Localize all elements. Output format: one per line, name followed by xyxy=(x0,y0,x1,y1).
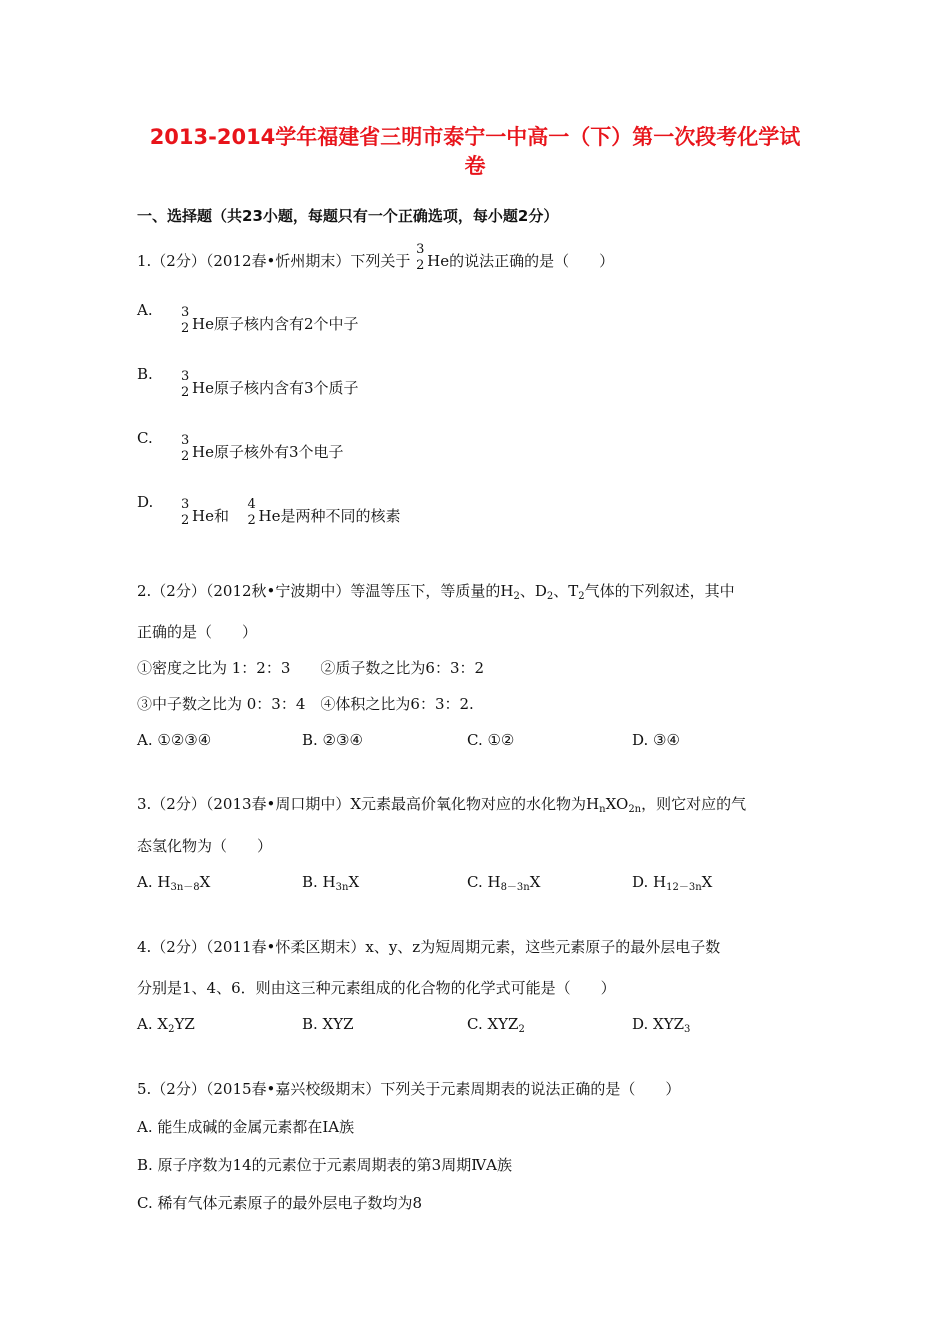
q2-option-c: C. ①② xyxy=(467,731,515,749)
page-title xyxy=(120,123,830,181)
q1-option-a-letter: A. xyxy=(137,301,153,319)
q3-option-a: A. $H_{3n-8}X$ xyxy=(137,873,211,893)
q2-option-d: D. ③④ xyxy=(632,731,680,749)
q2-statement-2: ③中子数之比为 0：3：4 ④体积之比为6：3：2. xyxy=(137,695,474,713)
nuclide-notation: 3 2 xyxy=(416,242,425,273)
question-2-stem: 2.（2分）（2012秋•宁波期中）等温等压下，等质量的$H_2$、$D_2$、$T_2$气体的下列叙述，其中 xyxy=(137,582,735,602)
q2-option-a: A. ①②③④ xyxy=(137,731,212,749)
question-5-stem: 5.（2分）（2015春•嘉兴校级期末）下列关于元素周期表的说法正确的是（ ） xyxy=(137,1080,681,1098)
nuclide-notation: 3 2 xyxy=(181,497,190,528)
question-3-stem: 3.（2分）（2013春•周口期中）X元素最高价氧化物对应的水化物为$H_nXO_{2n}$，则它对应的气 xyxy=(137,795,747,815)
q2-statement-1: ①密度之比为 1：2：3 ②质子数之比为6：3：2 xyxy=(137,659,485,677)
q3-option-b: B. $H_{3n}X$ xyxy=(302,873,360,893)
q5-option-c: C. 稀有气体元素原子的最外层电子数均为8 xyxy=(137,1194,423,1212)
q3-option-d: D. $H_{12-3n}X$ xyxy=(632,873,713,893)
q4-option-b: B. XYZ xyxy=(302,1015,354,1033)
question-2-stem-line-2: 正确的是（ ） xyxy=(137,623,258,641)
section-heading: 一、选择题（共23小题，每题只有一个正确选项，每小题2分） xyxy=(137,207,559,225)
title-line-2: 卷 xyxy=(464,154,486,178)
q4-option-d: D. $XYZ_3$ xyxy=(632,1015,691,1035)
q3-option-c: C. $H_{8-3n}X$ xyxy=(467,873,541,893)
q1-option-c: 3 2 He原子核外有3个电子 xyxy=(181,433,344,464)
q1-option-b: 3 2 He原子核内含有3个质子 xyxy=(181,369,359,400)
q5-option-a: A. 能生成碱的金属元素都在ⅠA族 xyxy=(137,1118,355,1136)
q1-option-c-letter: C. xyxy=(137,429,153,447)
question-3-stem-line-2: 态氢化物为（ ） xyxy=(137,837,273,855)
q1-option-b-letter: B. xyxy=(137,365,153,383)
q1-option-d: 3 2 He和 4 2 He是两种不同的核素 xyxy=(181,497,401,528)
q4-option-a: A. $X_2YZ$ xyxy=(137,1015,195,1035)
question-4-stem-line-2: 分别是1、4、6．则由这三种元素组成的化合物的化学式可能是（ ） xyxy=(137,979,616,997)
q4-option-c: C. $XYZ_2$ xyxy=(467,1015,525,1035)
nuclide-notation: 3 2 xyxy=(181,369,190,400)
nuclide-notation: 4 2 xyxy=(247,497,256,528)
q2-option-b: B. ②③④ xyxy=(302,731,363,749)
q5-option-b: B. 原子序数为14的元素位于元素周期表的第3周期ⅣA族 xyxy=(137,1156,513,1174)
question-1-stem: 1.（2分）（2012春•忻州期末）下列关于 3 2 He的说法正确的是（ ） xyxy=(137,242,615,273)
question-4-stem: 4.（2分）（2011春•怀柔区期末）x、y、z为短周期元素，这些元素原子的最外层电子数 xyxy=(137,938,721,956)
q1-option-a: 3 2 He原子核内含有2个中子 xyxy=(181,305,359,336)
nuclide-notation: 3 2 xyxy=(181,305,190,336)
q1-option-d-letter: D. xyxy=(137,493,154,511)
title-line-1: 2013-2014学年福建省三明市泰宁一中高一（下）第一次段考化学试 xyxy=(149,125,801,149)
nuclide-notation: 3 2 xyxy=(181,433,190,464)
